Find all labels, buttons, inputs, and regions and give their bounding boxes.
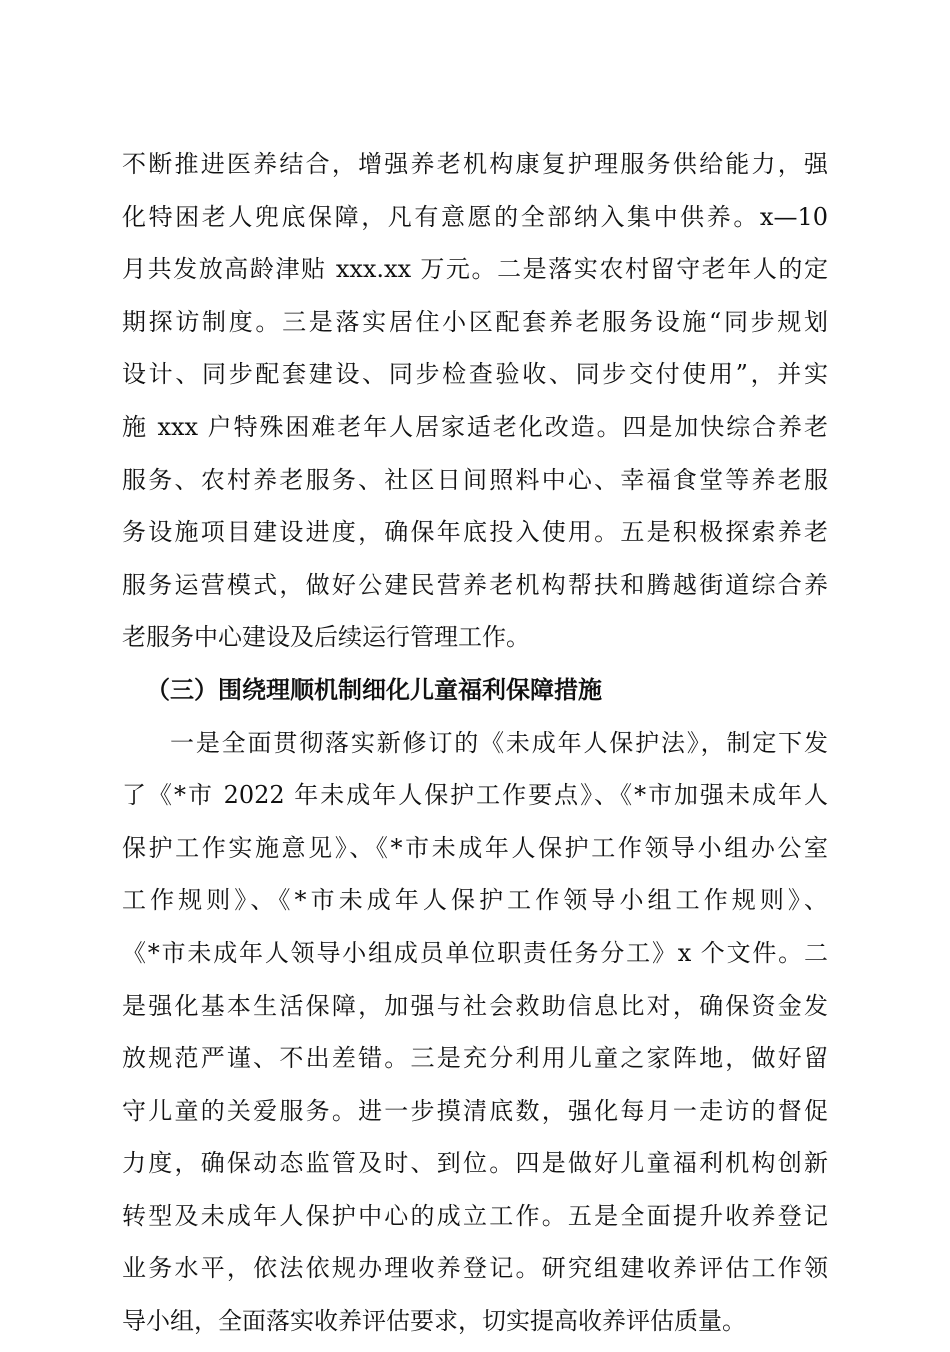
text-line: 工作规则》、《*市未成年人保护工作领导小组工作规则》、 [122, 886, 828, 915]
text-line: 是强化基本生活保障，加强与社会救助信息比对，确保资金发 [122, 991, 828, 1020]
paragraph-first-line: 一是全面贯彻落实新修订的《未成年人保护法》，制定下发 [170, 728, 828, 757]
text-line: 守儿童的关爱服务。进一步摸清底数，强化每月一走访的督促 [122, 1096, 828, 1125]
document-page [122, 142, 828, 1352]
text-line: 老服务中心建设及后续运行管理工作。 [122, 623, 530, 652]
text-line: 业务水平，依法依规办理收养登记。研究组建收养评估工作领 [122, 1254, 828, 1283]
text-line: 期探访制度。三是落实居住小区配套养老服务设施“同步规划 [122, 307, 828, 336]
text-line: 不断推进医养结合，增强养老机构康复护理服务供给能力，强 [122, 150, 828, 178]
section-heading: （三）围绕理顺机制细化儿童福利保障措施 [146, 675, 602, 704]
text-line: 务设施项目建设进度，确保年底投入使用。五是积极探索养老 [122, 518, 828, 547]
text-line: 化特困老人兜底保障，凡有意愿的全部纳入集中供养。x—10 [122, 202, 828, 231]
text-line: 《*市未成年人领导小组成员单位职责任务分工》x 个文件。二 [122, 938, 828, 967]
text-line: 保护工作实施意见》、《*市未成年人保护工作领导小组办公室 [122, 833, 828, 862]
text-line: 服务运营模式，做好公建民营养老机构帮扶和腾越街道综合养 [122, 570, 828, 599]
text-line: 了《*市 2022 年未成年人保护工作要点》、《*市加强未成年人 [122, 781, 828, 810]
text-line: 转型及未成年人保护中心的成立工作。五是全面提升收养登记 [122, 1201, 828, 1230]
text-line: 月共发放高龄津贴 xxx.xx 万元。二是落实农村留守老年人的定 [122, 255, 828, 284]
text-line: 服务、农村养老服务、社区日间照料中心、幸福食堂等养老服 [122, 465, 828, 494]
text-line: 设计、同步配套建设、同步检查验收、同步交付使用”，并实 [122, 360, 828, 389]
text-line: 放规范严谨、不出差错。三是充分利用儿童之家阵地，做好留 [122, 1044, 828, 1073]
text-line: 导小组，全面落实收养评估要求，切实提高收养评估质量。 [122, 1307, 746, 1336]
text-line: 施 xxx 户特殊困难老年人居家适老化改造。四是加快综合养老 [122, 412, 828, 441]
text-line: 力度，确保动态监管及时、到位。四是做好儿童福利机构创新 [122, 1149, 828, 1178]
